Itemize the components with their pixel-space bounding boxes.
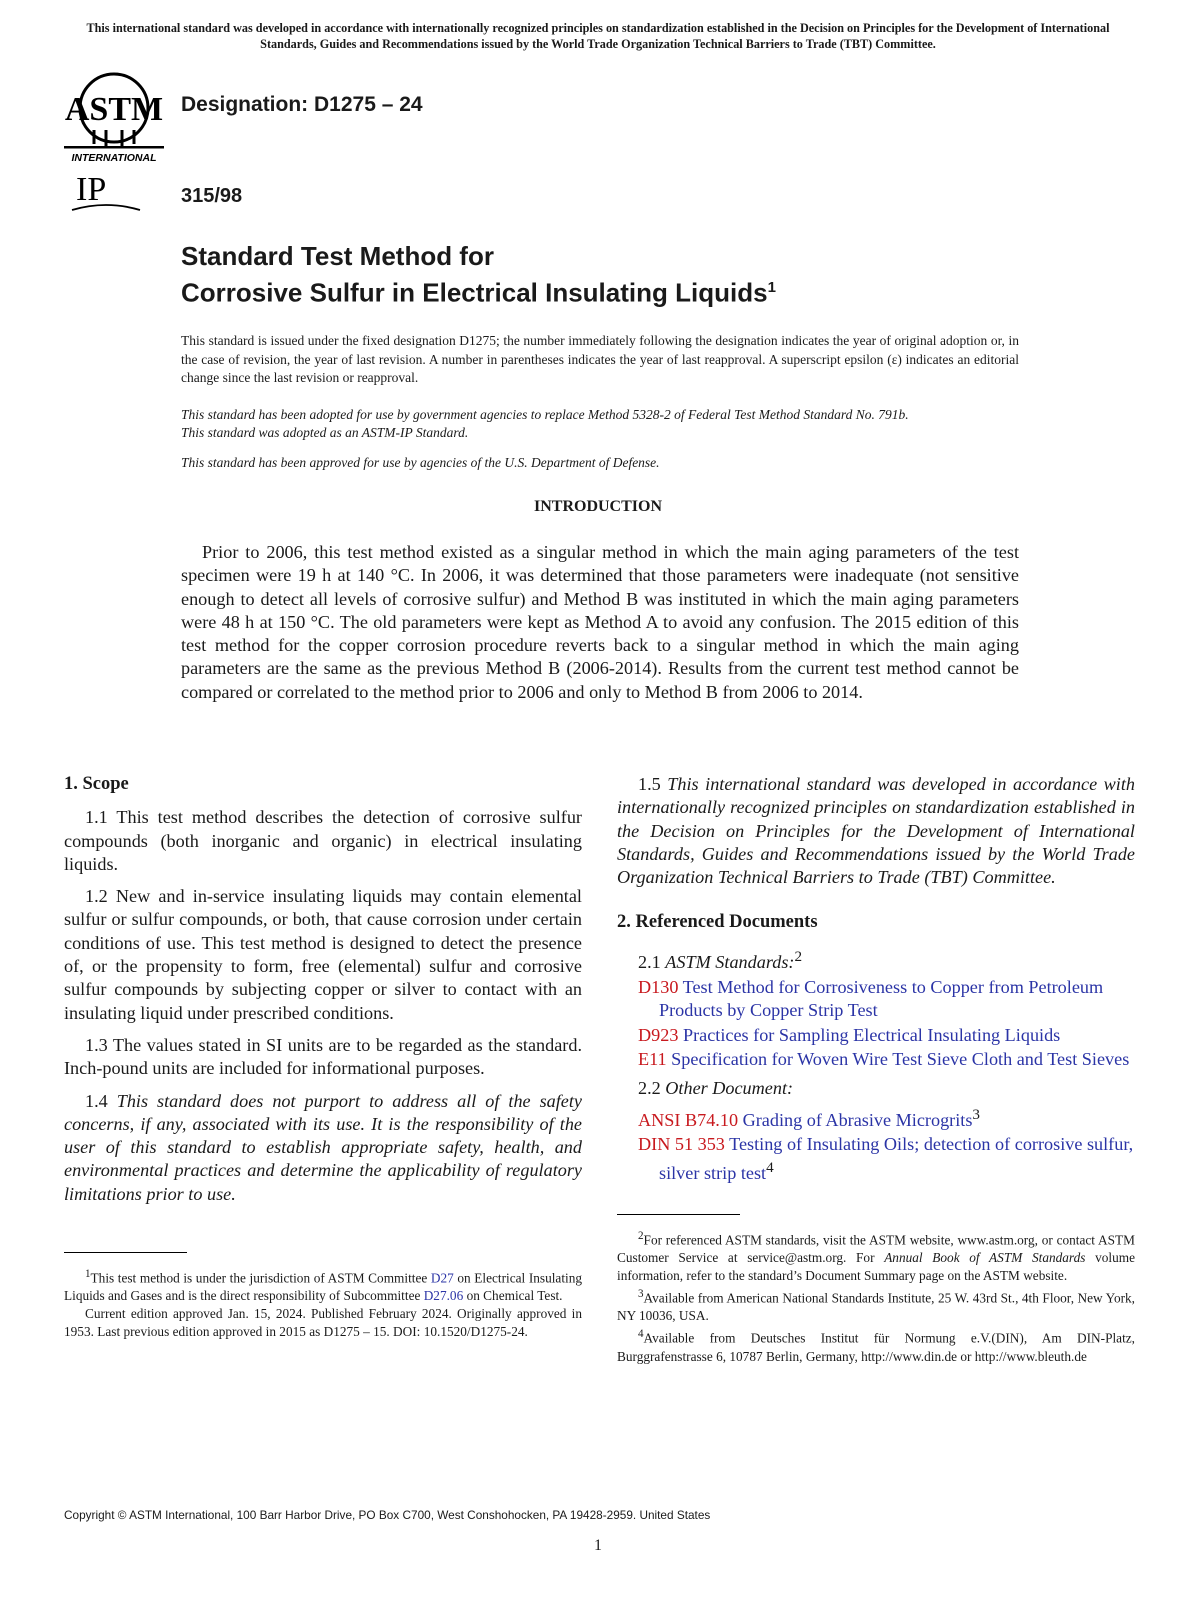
- title-footnote-mark: 1: [767, 279, 776, 296]
- scope-1-5-text: This international standard was developed in accordance with internationally recognized principles on standardization established in the Decision on Principles for the Development of International Standards, Guides and Recommendations issued by the World Trade Organization Technical Barriers to Trade (TBT) Committee.: [617, 774, 1136, 888]
- wto-notice: This international standard was developed in accordance with internationally recognized principles on standardization established in the Decision on Principles for the Development of International Standards, Guides and Recommendations issued by the World Trade Organization Technical Barriers to Trade (TBT) Committee.: [86, 21, 1110, 51]
- astm-standards-label: 2.1 ASTM Standards:$^2$: [638, 947, 803, 972]
- scope-1-3: 1.3 The values stated in SI units are to be regarded as the standard. Inch-pound units are included for informational purposes.: [64, 1034, 582, 1079]
- footnote-rule-right: [617, 1214, 740, 1215]
- scope-1-4: [64, 1090, 582, 1206]
- footnote-3: $^3$Available from American National Standards Institute, 25 W. 43rd St., 4th Floor, New York, NY 10036, USA.: [617, 1288, 1135, 1324]
- left-column: [64, 773, 582, 1341]
- ip-number: 315/98: [181, 185, 243, 207]
- adopted-notes: [181, 406, 1019, 442]
- right-column: [617, 773, 1135, 1366]
- referenced-documents-heading: 2. Referenced Documents: [617, 912, 818, 933]
- footnote-rule-left: [64, 1252, 187, 1253]
- scope-1-1: 1.1 This test method describes the detection of corrosive sulfur compounds (both inorganic and organic) in electrical insulating liquids.: [64, 807, 582, 874]
- issued-note: This standard is issued under the fixed designation D1275; the number immediately following the designation indicates the year of original adoption or, in the case of revision, the year of last revision. A number in parentheses indicates the year of last reapproval. A superscript epsilon (ε) indicates an editorial change since the last revision or reapproval.: [181, 333, 1019, 385]
- reference-ansi-b74-10[interactable]: ANSI B74.10 Grading of Abrasive Microgrits$^3$: [638, 1105, 980, 1130]
- link-d27-06[interactable]: D27.06: [423, 1288, 464, 1304]
- scope-1-5-number: 1.5: [638, 774, 661, 794]
- scope-1-5: [617, 773, 1135, 889]
- edition-note: Current edition approved Jan. 15, 2024. Published February 2024. Originally approved in 1953. Last previous edition approved in 2015 as D1275 – 15. DOI: 10.1520/D1275-24.: [64, 1306, 582, 1340]
- approved-note: This standard has been approved for use by agencies of the U.S. Department of Defense.: [181, 455, 660, 470]
- page-number: 1: [594, 1537, 602, 1554]
- other-document-label: 2.2 Other Document:: [638, 1078, 794, 1099]
- footnotes-right: [617, 1227, 1135, 1366]
- document-title: [181, 240, 776, 309]
- astm-logo-international: INTERNATIONAL: [71, 152, 157, 164]
- designation: Designation: D1275 – 24: [181, 93, 423, 116]
- reference-d923[interactable]: D923 Practices for Sampling Electrical Insulating Liquids: [638, 1024, 1061, 1045]
- link-d27[interactable]: D27: [430, 1270, 454, 1286]
- footnote-4: $^4$Available from Deutsches Institut für Normung e.V.(DIN), Am DIN-Platz, Burggrafenstrasse 6, 10787 Berlin, Germany, http://www.din.de or http://www.bleuth.de: [617, 1328, 1135, 1364]
- ip-logo-text: IP: [76, 171, 107, 208]
- footnote-1: $^1$This test method is under the jurisdiction of ASTM Committee D27 on Electrical Insulating Liquids and Gases and is the direct responsibility of Subcommittee D27.06 on Chemical Test.: [64, 1268, 583, 1304]
- reference-e11[interactable]: E11 Specification for Woven Wire Test Sieve Cloth and Test Sieves: [638, 1049, 1130, 1070]
- ip-logo: [70, 170, 150, 220]
- adopted-note-1: This standard has been adopted for use by government agencies to replace Method 5328-2 of Federal Test Method Standard No. 791b.: [181, 407, 909, 422]
- scope-1-4-number: 1.4: [85, 1090, 108, 1111]
- astm-logo-text: ASTM: [64, 91, 164, 128]
- reference-d130[interactable]: D130 Test Method for Corrosiveness to Copper from Petroleum Products by Copper Strip Test: [638, 977, 1104, 1021]
- copyright-footer: Copyright © ASTM International, 100 Barr Harbor Drive, PO Box C700, West Conshohocken, PA 19428-2959. United States: [64, 1508, 711, 1522]
- footnote-2: $^2$For referenced ASTM standards, visit the ASTM website, www.astm.org, or contact ASTM Customer Service at service@astm.org. For Annual Book of ASTM Standards volume information, refer to the standard’s Document Summary page on the ASTM website.: [617, 1229, 1135, 1284]
- reference-din-51-353[interactable]: DIN 51 353 Testing of Insulating Oils; detection of corrosive sulfur, silver strip test$^4$: [638, 1133, 1134, 1184]
- astm-logo: [64, 68, 174, 168]
- title-line-2: Corrosive Sulfur in Electrical Insulating Liquids: [181, 277, 768, 308]
- scope-heading: 1. Scope: [64, 774, 129, 794]
- adopted-note-2: This standard was adopted as an ASTM-IP Standard.: [181, 425, 469, 440]
- scope-1-2: 1.2 New and in-service insulating liquids may contain elemental sulfur or sulfur compounds, or both, that cause corrosion under certain conditions of use. This test method is designed to detect the presence of, or the propensity to form, free (elemental) sulfur and corrosive sulfur compounds by subjecting copper or silver to contact with an insulating liquid under prescribed conditions.: [64, 886, 582, 1023]
- introduction-text: Prior to 2006, this test method existed as a singular method in which the main aging parameters of the test specimen were 19 h at 140 °C. In 2006, it was determined that those parameters were inadequate (not sensitive enough to detect all levels of corrosive sulfur) and Method B was instituted in which the main aging parameters were 48 h at 150 °C. The old parameters were kept as Method A to avoid any confusion. The 2015 edition of this test method for the copper corrosion procedure reverts back to a singular method in which the main aging parameters are the same as the previous Method B (2006-2014). Results from the current test method cannot be compared or correlated to the method prior to 2006 and only to Method B from 2006 to 2014.: [181, 542, 1019, 702]
- introduction: [181, 541, 1019, 704]
- footnotes-left: [64, 1265, 582, 1341]
- introduction-heading: INTRODUCTION: [533, 498, 662, 515]
- scope-1-4-text: This standard does not purport to address all of the safety concerns, if any, associated with its use. It is the responsibility of the user of this standard to establish appropriate safety, health, and environmental practices and determine the applicability of regulatory limitations prior to use.: [64, 1090, 583, 1204]
- title-line-1: Standard Test Method for: [181, 241, 494, 271]
